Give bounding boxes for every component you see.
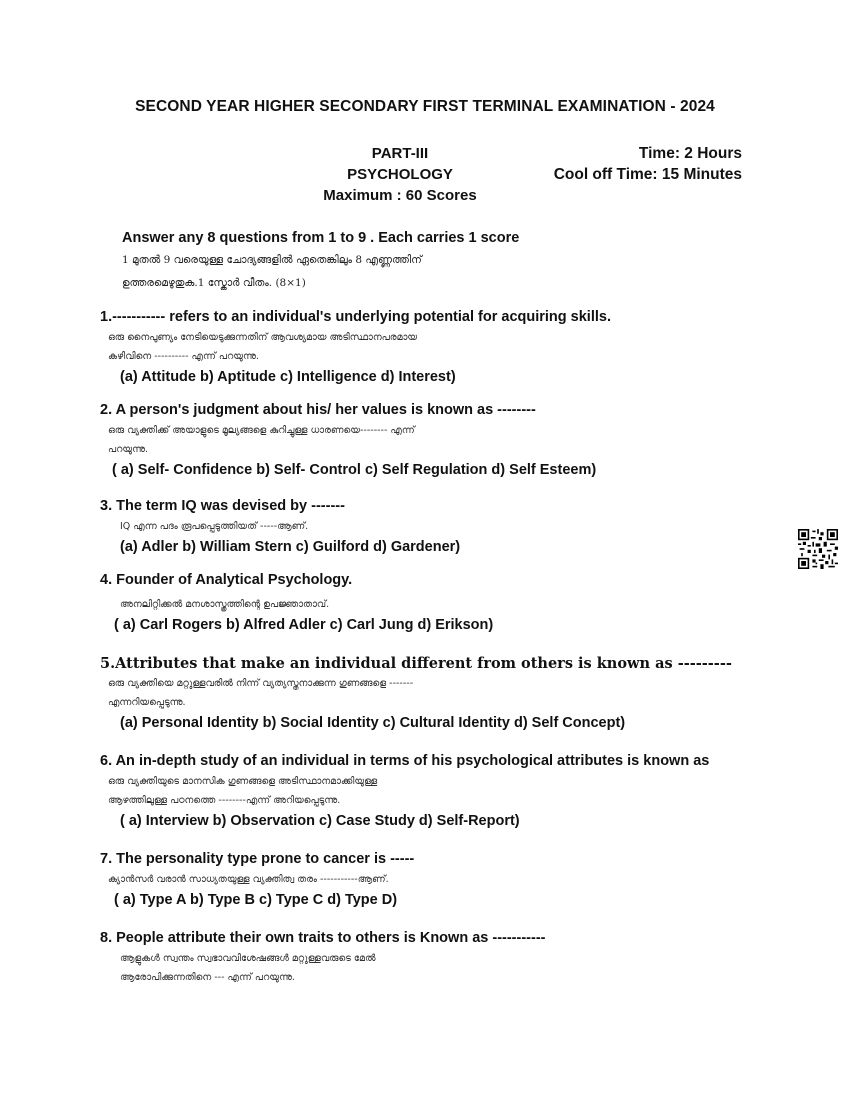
part-label: PART-III	[371, 145, 429, 162]
question-malayalam-1: ഒരു വ്യക്തിക്ക് അയാളുടെ മൂല്യങ്ങളെ കുറിച്ചുള്ള ധാരണയെ-------- എന്ന്	[108, 425, 415, 436]
question-malayalam-1: ആളുകൾ സ്വന്തം സ്വഭാവവിശേഷങ്ങൾ മറ്റുള്ളവരുടെ മേൽ	[120, 953, 376, 964]
cool-off-label: Cool off Time: 15 Minutes	[553, 166, 742, 183]
question-1	[100, 308, 800, 387]
question-malayalam-1: ഒരു നൈപുണ്യം നേടിയെടുക്കുന്നതിന് ആവശ്യമായ അടിസ്ഥാനപരമായ	[108, 332, 418, 343]
instructions	[122, 229, 722, 293]
question-malayalam-2: കഴിവിനെ ---------- എന്ന് പറയുന്നു.	[108, 351, 259, 362]
question-7	[100, 850, 800, 910]
question-text: 4. Founder of Analytical Psychology.	[100, 572, 353, 588]
question-text: 6. An in-depth study of an individual in terms of his psychological attributes is known as	[100, 753, 710, 769]
question-text: 3. The term IQ was devised by -------	[100, 498, 345, 514]
question-options: ( a) Type A b) Type B c) Type C d) Type D)	[114, 892, 398, 908]
question-3	[100, 497, 800, 557]
question-malayalam-1: ഒരു വ്യക്തിയെ മറ്റുള്ളവരിൽ നിന്ന് വ്യത്യസ്തനാക്കുന്ന ഗുണങ്ങളെ -------	[108, 678, 414, 689]
exam-meta-right	[530, 143, 742, 185]
question-options: (a) Adler b) William Stern c) Guilford d) Gardener)	[120, 539, 461, 555]
instructions-malayalam-2: ഉത്തരമെഴുതുക.1 സ്കോർ വീതം. (8×1)	[122, 277, 306, 289]
question-options: (a) Personal Identity b) Social Identity c) Cultural Identity d) Self Concept)	[120, 715, 626, 731]
question-6	[100, 752, 800, 831]
question-malayalam-2: പറയുന്നു.	[108, 444, 149, 455]
question-8	[100, 929, 800, 986]
question-malayalam-1: ക്യാൻസർ വരാൻ സാധ്യതയുള്ള വ്യക്തിത്വ തരം -----------ആണ്.	[108, 874, 389, 885]
question-options: ( a) Carl Rogers b) Alfred Adler c) Carl Jung d) Erikson)	[114, 617, 494, 633]
question-4	[100, 571, 800, 635]
question-text: 5.Attributes that make an individual different from others is known as ---------	[100, 655, 732, 672]
time-label: Time: 2 Hours	[638, 145, 742, 162]
question-options: (a) Attitude b) Aptitude c) Intelligence d) Interest)	[120, 369, 456, 385]
question-text: 1.----------- refers to an individual's underlying potential for acquiring skills.	[100, 309, 611, 325]
question-5	[100, 654, 800, 733]
question-options: ( a) Interview b) Observation c) Case Study d) Self-Report)	[120, 813, 520, 829]
question-malayalam-2: എന്നറിയപ്പെടുന്നു.	[108, 697, 186, 708]
question-malayalam-2: ആരോപിക്കുന്നതിനെ --- എന്ന് പറയുന്നു.	[120, 972, 295, 983]
question-text: 8. People attribute their own traits to others is Known as -----------	[100, 930, 546, 946]
question-malayalam-1: IQ എന്ന പദം രൂപപ്പെടുത്തിയത് -----ആണ്.	[120, 521, 309, 532]
question-malayalam-1: ഒരു വ്യക്തിയുടെ മാനസിക ഗുണങ്ങളെ അടിസ്ഥാനമാക്കിയുള്ള	[108, 776, 378, 787]
instructions-malayalam-1: 1 മുതൽ 9 വരെയുള്ള ചോദ്യങ്ങളിൽ ഏതെങ്കിലും 8 എണ്ണത്തിന്	[122, 254, 422, 266]
question-options: ( a) Self- Confidence b) Self- Control c) Self Regulation d) Self Esteem)	[112, 462, 597, 478]
instructions-english: Answer any 8 questions from 1 to 9 . Each carries 1 score	[122, 230, 520, 246]
question-malayalam-2: ആഴത്തിലുള്ള പഠനത്തെ --------എന്ന് അറിയപ്പെടുന്നു.	[108, 795, 341, 806]
subject-label: PSYCHOLOGY	[347, 166, 453, 183]
qr-code-icon	[798, 529, 838, 569]
question-2	[100, 401, 800, 480]
max-score-label: Maximum : 60 Scores	[323, 187, 477, 204]
question-text: 2. A person's judgment about his/ her values is known as --------	[100, 402, 536, 418]
question-malayalam-1: അനലിറ്റിക്കൽ മനശാസ്ത്രത്തിന്റെ ഉപജ്ഞാതാവ്.	[120, 599, 330, 610]
question-text: 7. The personality type prone to cancer is -----	[100, 851, 415, 867]
exam-meta-center	[300, 143, 500, 206]
exam-title: SECOND YEAR HIGHER SECONDARY FIRST TERMINAL EXAMINATION - 2024	[135, 98, 715, 115]
